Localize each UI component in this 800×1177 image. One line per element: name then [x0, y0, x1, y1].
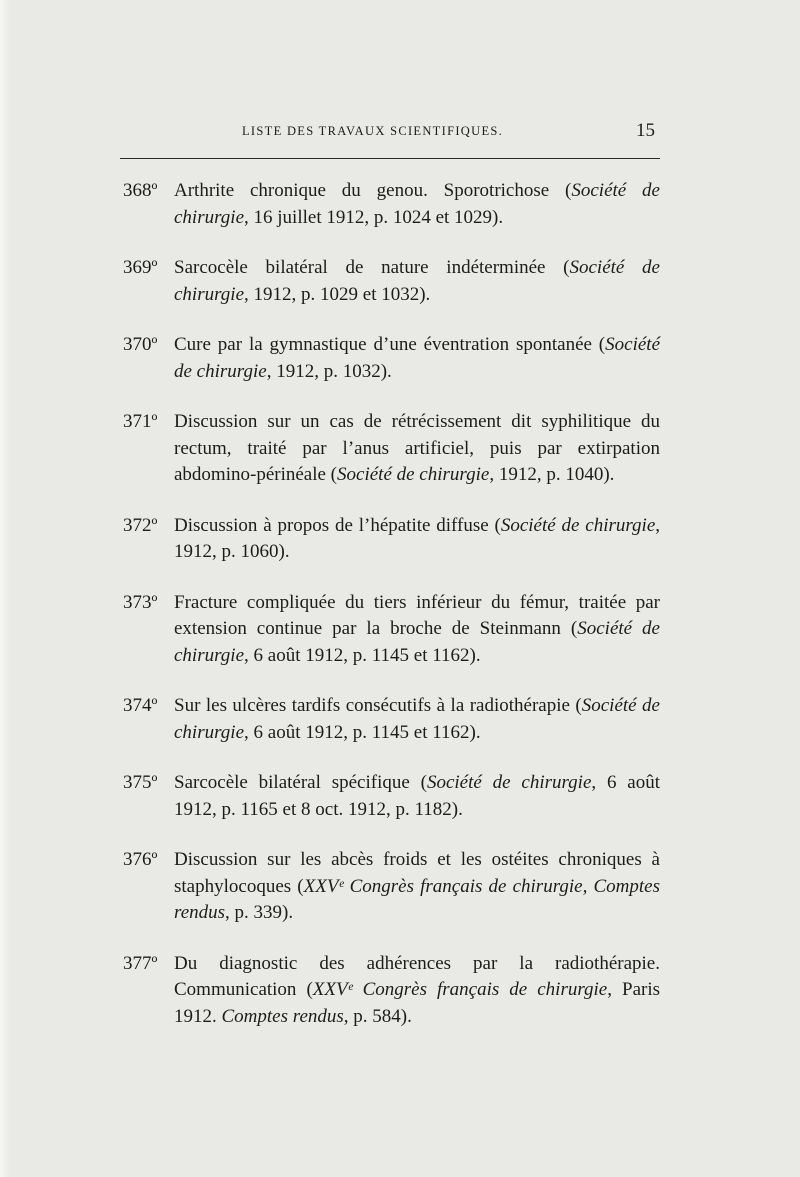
entry-source: Comptes rendus [221, 1005, 344, 1027]
entry-number: 377º [123, 952, 158, 974]
entry-source: Société de chirurgie [174, 257, 660, 305]
entry-text: , 6 août 1912, p. 1145 et 1162). [244, 644, 481, 666]
entry-number: 376º [123, 849, 158, 870]
entry-text: , 1912, p. 1029 et 1032). [244, 283, 431, 305]
entry-376 [120, 847, 660, 927]
entry-source: XXVᵉ Congrès français de chirurgie, Comptes rendus [174, 875, 660, 923]
header-rule [120, 158, 660, 159]
entry-text: , 1912, p. 1032). [266, 360, 392, 382]
entry-source: Société de chirurgie [174, 618, 660, 666]
entry-text: , p. 584). [343, 1005, 412, 1027]
entry-text: Arthrite chronique du genou. Sporotrichose ( [174, 180, 572, 201]
entry-text: Du diagnostic des adhérences par la radiothérapie. Communication ( [174, 952, 660, 1000]
page-number: 15 [636, 120, 655, 141]
entry-text: Discussion sur les abcès froids et les ostéites chroniques à staphylocoques ( [174, 849, 660, 897]
entry-368 [120, 178, 660, 231]
entry-source: Société de chirurgie [337, 464, 490, 485]
entry-source: XXVᵉ Congrès français de chirurgie [312, 979, 608, 1000]
entry-text: , 1912, p. 1040). [489, 464, 615, 485]
running-title: LISTE DES TRAVAUX SCIENTIFIQUES. [242, 124, 504, 138]
entry-text: , 6 août 1912, p. 1145 et 1162). [244, 721, 481, 743]
entry-375 [120, 770, 660, 823]
bibliography-list [120, 178, 660, 1054]
entry-370 [120, 332, 660, 385]
entry-text: , p. 339). [225, 902, 294, 923]
page-header [120, 120, 660, 144]
page-edge [0, 0, 10, 1177]
entry-372 [120, 513, 660, 566]
entry-text: Sur les ulcères tardifs consécutifs à la radiothérapie ( [174, 695, 582, 716]
entry-number: 374º [123, 695, 158, 716]
entry-377 [120, 951, 660, 1031]
entry-text: Fracture compliquée du tiers inférieur du fémur, traitée par extension continue par la broche de Steinmann ( [174, 591, 660, 639]
entry-text: Discussion à propos de l’hépatite diffuse ( [174, 514, 501, 536]
entry-text: , 16 juillet 1912, p. 1024 et 1029). [244, 206, 504, 228]
entry-source: Société de chirurgie [500, 514, 656, 536]
entry-number: 375º [123, 772, 158, 793]
entry-371 [120, 409, 660, 489]
entry-source: Société de chirurgie [174, 334, 660, 382]
entry-number: 371º [123, 411, 158, 432]
entry-source: Société de chirurgie [174, 695, 660, 743]
entry-text: , 1912, p. 1060). [174, 514, 661, 562]
entry-number: 370º [123, 334, 158, 355]
entry-source: Société de chirurgie [426, 772, 592, 793]
entry-374 [120, 693, 660, 746]
entry-number: 372º [123, 514, 158, 536]
entry-text: Discussion sur un cas de rétrécissement dit syphilitique du rectum, traité par l’anus artificiel, puis par extirpation abdomino-périnéale ( [174, 411, 660, 485]
entry-text: Cure par la gymnastique d’une éventration spontanée ( [174, 334, 606, 355]
entry-number: 368º [123, 180, 158, 201]
entry-369 [120, 255, 660, 308]
entry-number: 369º [123, 257, 158, 278]
entry-source: Société de chirurgie [174, 180, 660, 228]
entry-text: , Paris 1912. [174, 979, 661, 1027]
entry-text: , 6 août 1912, p. 1165 et 8 oct. 1912, p. 1182). [174, 772, 660, 820]
entry-373 [120, 590, 660, 670]
entry-text: Sarcocèle bilatéral de nature indéterminée ( [174, 257, 570, 278]
entry-number: 373º [123, 591, 158, 613]
entry-text: Sarcocèle bilatéral spécifique ( [174, 772, 427, 793]
